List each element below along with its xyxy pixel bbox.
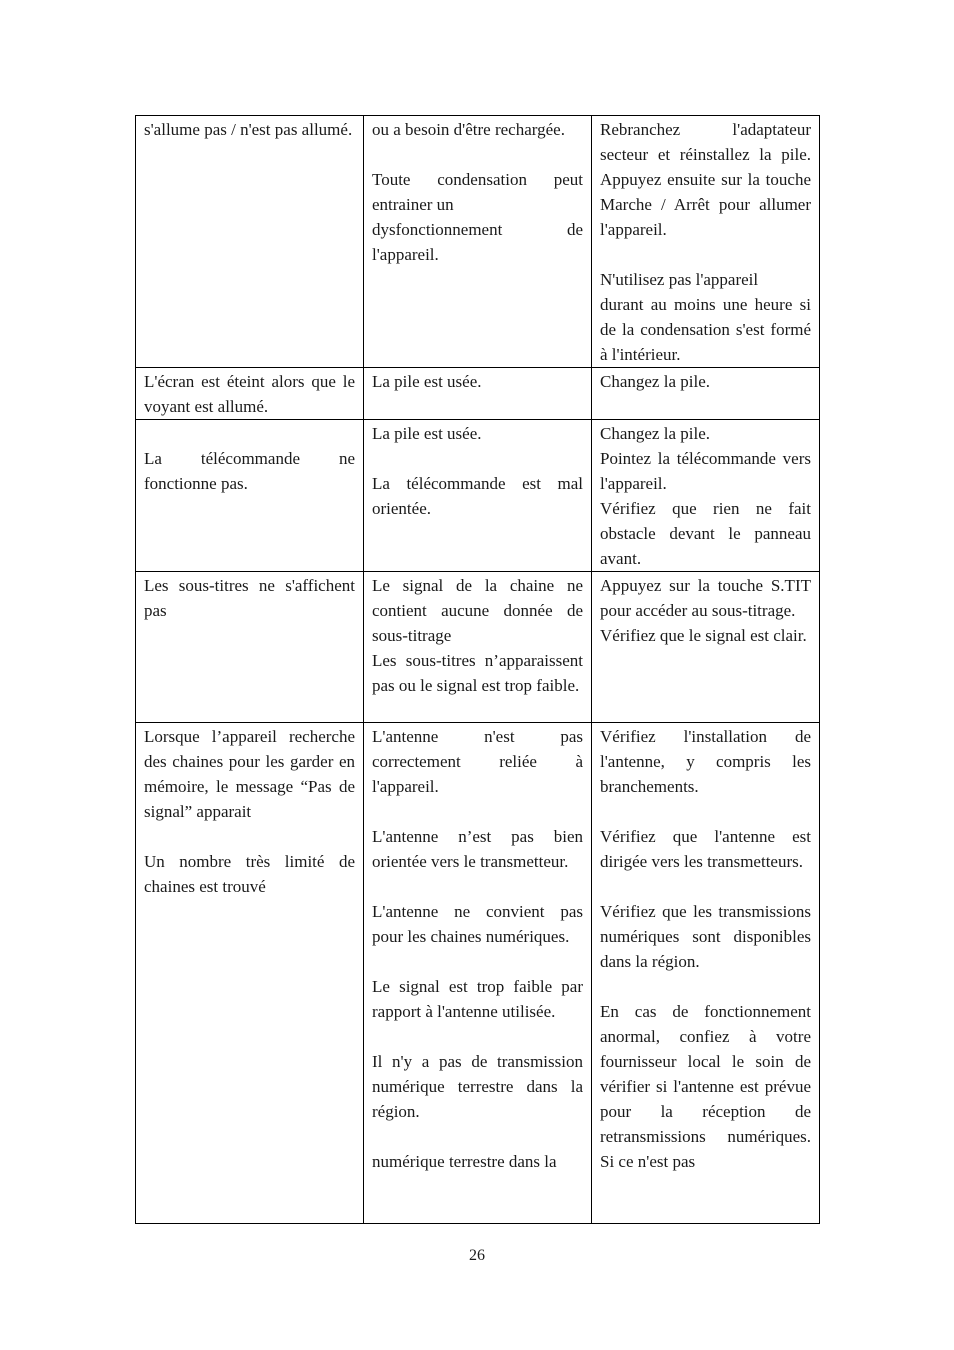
cell-paragraph: La pile est usée. — [372, 372, 482, 391]
problem-cell — [136, 368, 364, 420]
cell-paragraph: La télécommande est mal orientée. — [372, 474, 583, 518]
solution-cell — [592, 723, 820, 1224]
cell-paragraph: Un nombre très limité de chaines est trouvé — [144, 852, 355, 896]
solution-cell — [592, 116, 820, 368]
blank-line — [372, 949, 583, 974]
cell-paragraph: L'antenne n'est pas correctement reliée à l'appareil. — [372, 727, 583, 796]
cell-paragraph: Vérifiez que les transmissions numériques sont disponibles dans la région. — [600, 902, 811, 971]
problem-cell — [136, 116, 364, 368]
blank-line — [144, 824, 355, 849]
cell-paragraph: Il n'y a pas de transmission numérique terrestre dans la région. — [372, 1052, 583, 1121]
blank-line — [372, 874, 583, 899]
cell-paragraph: numérique terrestre dans la — [372, 1152, 557, 1171]
cell-paragraph: Toute condensation peut entrainer un dysfonctionnement de l'appareil. — [372, 170, 583, 264]
cell-paragraph: L'antenne n’est pas bien orientée vers le transmetteur. — [372, 827, 583, 871]
table-row — [136, 572, 820, 723]
cell-paragraph: Changez la pile. — [600, 424, 710, 443]
troubleshooting-table — [135, 115, 820, 1224]
table-row — [136, 420, 820, 572]
solution-cell — [592, 420, 820, 572]
cell-paragraph: N'utilisez pas l'appareil durant au moins une heure si de la condensation s'est formé à l'intérieur. — [600, 270, 811, 364]
cell-paragraph: Vérifiez l'installation de l'antenne, y compris les branchements. — [600, 727, 811, 796]
cause-cell — [364, 116, 592, 368]
problem-cell — [136, 723, 364, 1224]
blank-line — [372, 446, 583, 471]
cell-paragraph: Lorsque l’appareil recherche des chaines pour les garder en mémoire, le message “Pas de signal” apparait — [144, 727, 355, 821]
cell-paragraph: Vérifiez que rien ne fait obstacle devant le panneau avant. — [600, 499, 811, 568]
cause-cell — [364, 368, 592, 420]
cell-paragraph: La télécommande ne fonctionne pas. — [144, 449, 355, 493]
cell-paragraph: L'écran est éteint alors que le voyant est allumé. — [144, 372, 355, 416]
cell-paragraph: Vérifiez que l'antenne est dirigée vers les transmetteurs. — [600, 827, 811, 871]
cell-paragraph: En cas de fonctionnement anormal, confiez à votre fournisseur local le soin de vérifier si l'antenne est prévue pour la réception de retransmissions numériques. Si ce n'est pas — [600, 1002, 811, 1171]
cause-cell — [364, 572, 592, 723]
cell-paragraph: s'allume pas / n'est pas allumé. — [144, 120, 353, 139]
solution-cell — [592, 368, 820, 420]
cell-paragraph: Les sous-titres n’apparaissent pas ou le signal est trop faible. — [372, 651, 583, 695]
cell-paragraph: Le signal de la chaine ne contient aucune donnée de sous-titrage — [372, 576, 583, 645]
cell-paragraph: Appuyez sur la touche S.TIT pour accéder au sous-titrage. — [600, 576, 811, 620]
blank-line — [372, 1024, 583, 1049]
blank-line — [600, 799, 811, 824]
blank-line — [372, 142, 583, 167]
page-number: 26 — [469, 1247, 485, 1264]
cell-paragraph: Le signal est trop faible par rapport à l'antenne utilisée. — [372, 977, 583, 1021]
table-row — [136, 723, 820, 1224]
cell-paragraph: ou a besoin d'être rechargée. — [372, 120, 565, 139]
cell-paragraph: Les sous-titres ne s'affichent pas — [144, 576, 355, 620]
cell-paragraph: Changez la pile. — [600, 372, 710, 391]
blank-line — [600, 974, 811, 999]
problem-cell — [136, 420, 364, 572]
cell-paragraph: L'antenne ne convient pas pour les chaines numériques. — [372, 902, 583, 946]
blank-line — [600, 874, 811, 899]
cell-paragraph: Rebranchez l'adaptateur secteur et réinstallez la pile. Appuyez ensuite sur la touche Marche / Arrêt pour allumer l'appareil. — [600, 120, 811, 239]
table-row — [136, 116, 820, 368]
table-row — [136, 368, 820, 420]
cell-paragraph: Vérifiez que le signal est clair. — [600, 626, 807, 645]
cause-cell — [364, 723, 592, 1224]
blank-line — [372, 1124, 583, 1149]
cell-paragraph: La pile est usée. — [372, 424, 482, 443]
cell-paragraph: Pointez la télécommande vers l'appareil. — [600, 449, 811, 493]
blank-line — [600, 242, 811, 267]
problem-cell — [136, 572, 364, 723]
cause-cell — [364, 420, 592, 572]
solution-cell — [592, 572, 820, 723]
blank-line — [372, 799, 583, 824]
